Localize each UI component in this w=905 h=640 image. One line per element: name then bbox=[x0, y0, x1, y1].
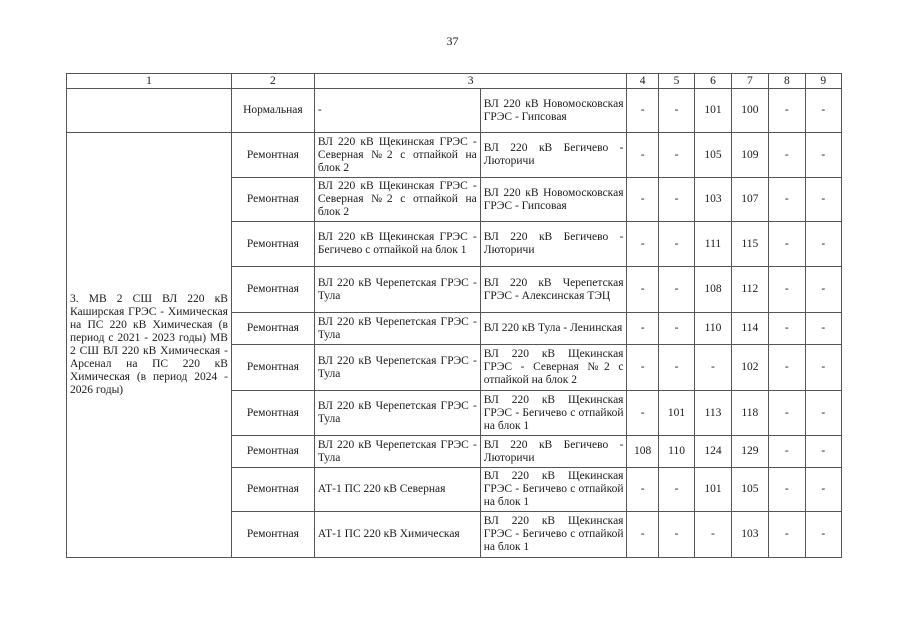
line-cell: ВЛ 220 кВ Новомосковская ГРЭС - Гипсовая bbox=[480, 89, 627, 133]
table-row bbox=[67, 133, 842, 178]
value-cell: - bbox=[658, 345, 694, 391]
mode-cell: Ремонтная bbox=[231, 468, 314, 512]
value-cell: - bbox=[805, 133, 841, 178]
value-cell: - bbox=[769, 436, 805, 468]
header-cell: 3 bbox=[314, 74, 627, 89]
value-cell: - bbox=[805, 512, 841, 558]
value-cell: 103 bbox=[695, 178, 731, 222]
value-cell: - bbox=[658, 133, 694, 178]
value-cell: - bbox=[627, 512, 658, 558]
value-cell: - bbox=[769, 391, 805, 436]
value-cell: - bbox=[627, 222, 658, 267]
value-cell: - bbox=[769, 512, 805, 558]
value-cell: 111 bbox=[695, 222, 731, 267]
value-cell: - bbox=[769, 267, 805, 313]
value-cell: - bbox=[627, 345, 658, 391]
element-cell: ВЛ 220 кВ Черепетская ГРЭС - Тула bbox=[314, 391, 480, 436]
value-cell: - bbox=[695, 512, 731, 558]
value-cell: - bbox=[805, 313, 841, 345]
mode-cell: Нормальная bbox=[231, 89, 314, 133]
value-cell: - bbox=[769, 89, 805, 133]
value-cell: - bbox=[805, 178, 841, 222]
value-cell: - bbox=[658, 468, 694, 512]
value-cell: - bbox=[658, 89, 694, 133]
element-cell: - bbox=[314, 89, 480, 133]
header-cell: 9 bbox=[805, 74, 841, 89]
value-cell: 110 bbox=[695, 313, 731, 345]
element-cell: АТ-1 ПС 220 кВ Химическая bbox=[314, 512, 480, 558]
element-cell: ВЛ 220 кВ Щекинская ГРЭС - Бегичево с отпайкой на блок 1 bbox=[314, 222, 480, 267]
value-cell: 109 bbox=[731, 133, 768, 178]
line-cell: ВЛ 220 кВ Щекинская ГРЭС - Бегичево с отпайкой на блок 1 bbox=[480, 512, 627, 558]
value-cell: - bbox=[769, 345, 805, 391]
value-cell: 115 bbox=[731, 222, 768, 267]
line-cell: ВЛ 220 кВ Бегичево - Лютоpичи bbox=[480, 436, 627, 468]
value-cell: 105 bbox=[731, 468, 768, 512]
line-cell: ВЛ 220 кВ Бегичево - Лютоpичи bbox=[480, 222, 627, 267]
value-cell: - bbox=[805, 222, 841, 267]
value-cell: 101 bbox=[695, 89, 731, 133]
value-cell: 105 bbox=[695, 133, 731, 178]
element-cell: ВЛ 220 кВ Черепетская ГРЭС - Тула bbox=[314, 313, 480, 345]
value-cell: - bbox=[769, 178, 805, 222]
mode-cell: Ремонтная bbox=[231, 313, 314, 345]
mode-cell: Ремонтная bbox=[231, 345, 314, 391]
header-row bbox=[67, 74, 842, 89]
value-cell: 114 bbox=[731, 313, 768, 345]
value-cell: 102 bbox=[731, 345, 768, 391]
value-cell: - bbox=[805, 345, 841, 391]
line-cell: ВЛ 220 кВ Бегичево - Лютоpичи bbox=[480, 133, 627, 178]
value-cell: - bbox=[627, 133, 658, 178]
element-cell: ВЛ 220 кВ Черепетская ГРЭС - Тула bbox=[314, 436, 480, 468]
value-cell: - bbox=[769, 133, 805, 178]
value-cell: 129 bbox=[731, 436, 768, 468]
value-cell: - bbox=[627, 468, 658, 512]
value-cell: - bbox=[769, 222, 805, 267]
value-cell: 113 bbox=[695, 391, 731, 436]
value-cell: - bbox=[805, 89, 841, 133]
value-cell: - bbox=[658, 313, 694, 345]
line-cell: ВЛ 220 кВ Щекинская ГРЭС - Бегичево с отпайкой на блок 1 bbox=[480, 391, 627, 436]
object-cell-empty bbox=[67, 89, 232, 133]
value-cell: - bbox=[658, 222, 694, 267]
value-cell: - bbox=[627, 313, 658, 345]
line-cell: ВЛ 220 кВ Новомосковская ГРЭС - Гипсовая bbox=[480, 178, 627, 222]
value-cell: 124 bbox=[695, 436, 731, 468]
element-cell: ВЛ 220 кВ Щекинская ГРЭС - Северная №2 с отпайкой на блок 2 bbox=[314, 178, 480, 222]
mode-cell: Ремонтная bbox=[231, 178, 314, 222]
value-cell: - bbox=[805, 267, 841, 313]
header-cell: 6 bbox=[695, 74, 731, 89]
header-cell: 8 bbox=[769, 74, 805, 89]
value-cell: 112 bbox=[731, 267, 768, 313]
element-cell: ВЛ 220 кВ Черепетская ГРЭС - Тула bbox=[314, 345, 480, 391]
value-cell: 101 bbox=[658, 391, 694, 436]
line-cell: ВЛ 220 кВ Щекинская ГРЭС - Северная №2 с отпайкой на блок 2 bbox=[480, 345, 627, 391]
mode-cell: Ремонтная bbox=[231, 512, 314, 558]
value-cell: 107 bbox=[731, 178, 768, 222]
value-cell: - bbox=[627, 267, 658, 313]
value-cell: - bbox=[695, 345, 731, 391]
value-cell: 100 bbox=[731, 89, 768, 133]
line-cell: ВЛ 220 кВ Тула - Ленинская bbox=[480, 313, 627, 345]
mode-cell: Ремонтная bbox=[231, 436, 314, 468]
value-cell: - bbox=[805, 436, 841, 468]
element-cell: ВЛ 220 кВ Щекинская ГРЭС - Северная №2 с отпайкой на блок 2 bbox=[314, 133, 480, 178]
header-cell: 4 bbox=[627, 74, 658, 89]
page-number: 37 bbox=[446, 34, 459, 48]
element-cell: АТ-1 ПС 220 кВ Северная bbox=[314, 468, 480, 512]
line-cell: ВЛ 220 кВ Черепетская ГРЭС - Алексинская ТЭЦ bbox=[480, 267, 627, 313]
value-cell: - bbox=[769, 313, 805, 345]
value-cell: - bbox=[658, 178, 694, 222]
value-cell: - bbox=[805, 468, 841, 512]
header-cell: 5 bbox=[658, 74, 694, 89]
mode-cell: Ремонтная bbox=[231, 222, 314, 267]
value-cell: 101 bbox=[695, 468, 731, 512]
value-cell: 108 bbox=[695, 267, 731, 313]
value-cell: 108 bbox=[627, 436, 658, 468]
header-cell: 7 bbox=[731, 74, 768, 89]
header-cell: 1 bbox=[67, 74, 232, 89]
line-cell: ВЛ 220 кВ Щекинская ГРЭС - Бегичево с отпайкой на блок 1 bbox=[480, 468, 627, 512]
value-cell: - bbox=[658, 267, 694, 313]
value-cell: - bbox=[805, 391, 841, 436]
value-cell: 103 bbox=[731, 512, 768, 558]
value-cell: - bbox=[769, 468, 805, 512]
value-cell: - bbox=[627, 178, 658, 222]
object-cell: 3. МВ 2 СШ ВЛ 220 кВ Каширская ГРЭС - Химическая на ПС 220 кВ Химическая (в период с 2021 - 2023 годы) МВ 2 СШ ВЛ 220 кВ Химическая - Арсенал на ПС 220 кВ Химическая (в период 2024 - 2026 годы) bbox=[67, 133, 232, 558]
mode-cell: Ремонтная bbox=[231, 267, 314, 313]
element-cell: ВЛ 220 кВ Черепетская ГРЭС - Тула bbox=[314, 267, 480, 313]
table-row bbox=[67, 89, 842, 133]
mode-cell: Ремонтная bbox=[231, 133, 314, 178]
value-cell: - bbox=[658, 512, 694, 558]
value-cell: - bbox=[627, 89, 658, 133]
value-cell: 118 bbox=[731, 391, 768, 436]
contingency-table bbox=[66, 73, 842, 558]
value-cell: 110 bbox=[658, 436, 694, 468]
header-cell: 2 bbox=[231, 74, 314, 89]
mode-cell: Ремонтная bbox=[231, 391, 314, 436]
value-cell: - bbox=[627, 391, 658, 436]
